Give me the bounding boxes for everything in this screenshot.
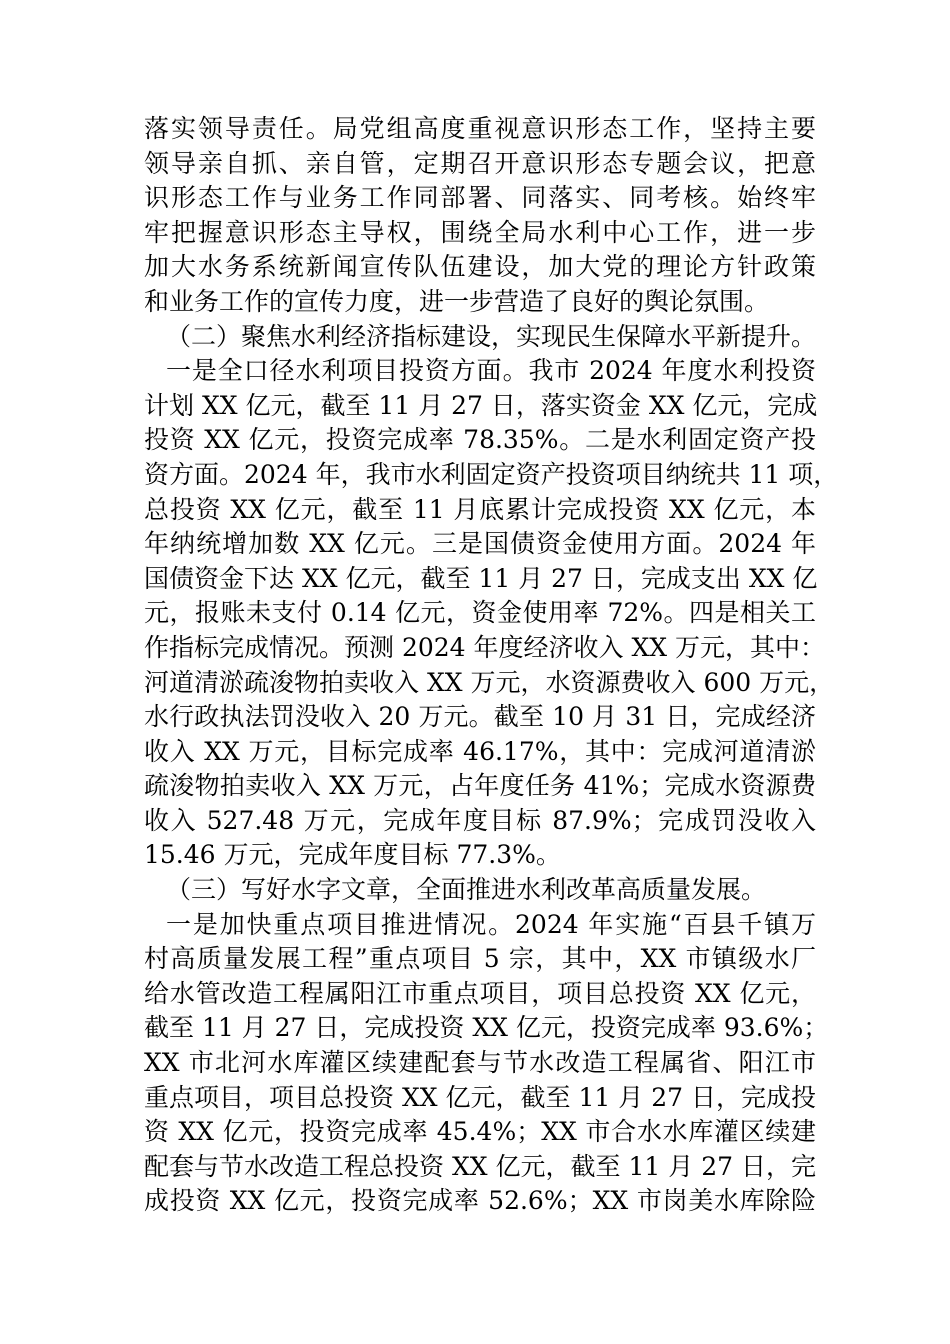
text-line: XX 市北河水库灌区续建配套与节水改造工程属省、阳江市 <box>144 1048 816 1078</box>
text-line: 投资 XX 亿元，投资完成率 78.35%。二是水利固定资产投 <box>144 425 816 455</box>
section-heading-2 <box>144 320 816 355</box>
text-line: 收入 527.48 万元，完成年度目标 87.9%；完成罚没收入 <box>144 805 816 835</box>
text-line: 识形态工作与业务工作同部署、同落实、同考核。始终牢 <box>144 183 816 213</box>
text-line: 一是加快重点项目推进情况。2024 年实施“百县千镇万 <box>166 909 816 939</box>
text-line: 总投资 XX 亿元，截至 11 月底累计完成投资 XX 亿元，本 <box>144 494 816 524</box>
text-line: 给水管改造工程属阳江市重点项目，项目总投资 XX 亿元， <box>144 978 816 1008</box>
text-line: 牢把握意识形态主导权，围绕全局水利中心工作，进一步 <box>144 217 816 247</box>
text-line: 一是全口径水利项目投资方面。我市 2024 年度水利投资 <box>166 356 816 386</box>
text-line: 资方面。2024 年，我市水利固定资产投资项目纳统共 11 项， <box>144 459 839 489</box>
paragraph-economic-indicators <box>144 354 839 873</box>
text-line: 落实领导责任。局党组高度重视意识形态工作，坚持主要 <box>144 114 816 143</box>
text-line: 截至 11 月 27 日，完成投资 XX 亿元，投资完成率 93.6%； <box>144 1013 829 1043</box>
text-line: 加大水务系统新闻宣传队伍建设，加大党的理论方针政策 <box>144 252 816 282</box>
text-line: 元，报账未支付 0.14 亿元，资金使用率 72%。四是相关工 <box>144 598 816 628</box>
text-line: 村高质量发展工程”重点项目 5 宗，其中，XX 市镇级水厂 <box>144 944 816 974</box>
text-line: （二）聚焦水利经济指标建设，实现民生保障水平新提升。 <box>166 321 817 351</box>
text-line: 配套与节水改造工程总投资 XX 亿元，截至 11 月 27 日，完 <box>144 1151 816 1181</box>
text-line: 15.46 万元，完成年度目标 77.3%。 <box>144 840 561 870</box>
text-line: （三）写好水字文章，全面推进水利改革高质量发展。 <box>166 875 767 905</box>
text-line: 领导亲自抓、亲自管，定期召开意识形态专题会议，把意 <box>144 148 816 178</box>
paragraph-key-projects <box>144 908 829 1219</box>
document-body <box>144 112 839 1219</box>
text-line: 疏浚物拍卖收入 XX 万元，占年度任务 41%；完成水资源费 <box>144 771 816 801</box>
text-line: 河道清淤疏浚物拍卖收入 XX 万元，水资源费收入 600 万元， <box>144 667 835 697</box>
text-line: 年纳统增加数 XX 亿元。三是国债资金使用方面。2024 年 <box>144 529 816 559</box>
text-line: 国债资金下达 XX 亿元，截至 11 月 27 日，完成支出 XX 亿 <box>144 563 818 593</box>
paragraph-leadership-responsibility <box>144 112 816 320</box>
text-line: 计划 XX 亿元，截至 11 月 27 日，落实资金 XX 亿元，完成 <box>144 390 818 420</box>
text-line: 水行政执法罚没收入 20 万元。截至 10 月 31 日，完成经济 <box>144 702 816 732</box>
text-line: 收入 XX 万元，目标完成率 46.17%，其中：完成河道清淤 <box>144 736 816 766</box>
section-heading-3 <box>144 873 816 908</box>
text-line: 成投资 XX 亿元，投资完成率 52.6%；XX 市岗美水库除险 <box>144 1186 816 1216</box>
text-line: 资 XX 亿元，投资完成率 45.4%；XX 市合水水库灌区续建 <box>144 1117 816 1147</box>
text-line: 和业务工作的宣传力度，进一步营造了良好的舆论氛围。 <box>144 286 770 316</box>
text-line: 作指标完成情况。预测 2024 年度经济收入 XX 万元，其中： <box>144 632 826 662</box>
text-line: 重点项目，项目总投资 XX 亿元，截至 11 月 27 日，完成投 <box>144 1082 816 1112</box>
